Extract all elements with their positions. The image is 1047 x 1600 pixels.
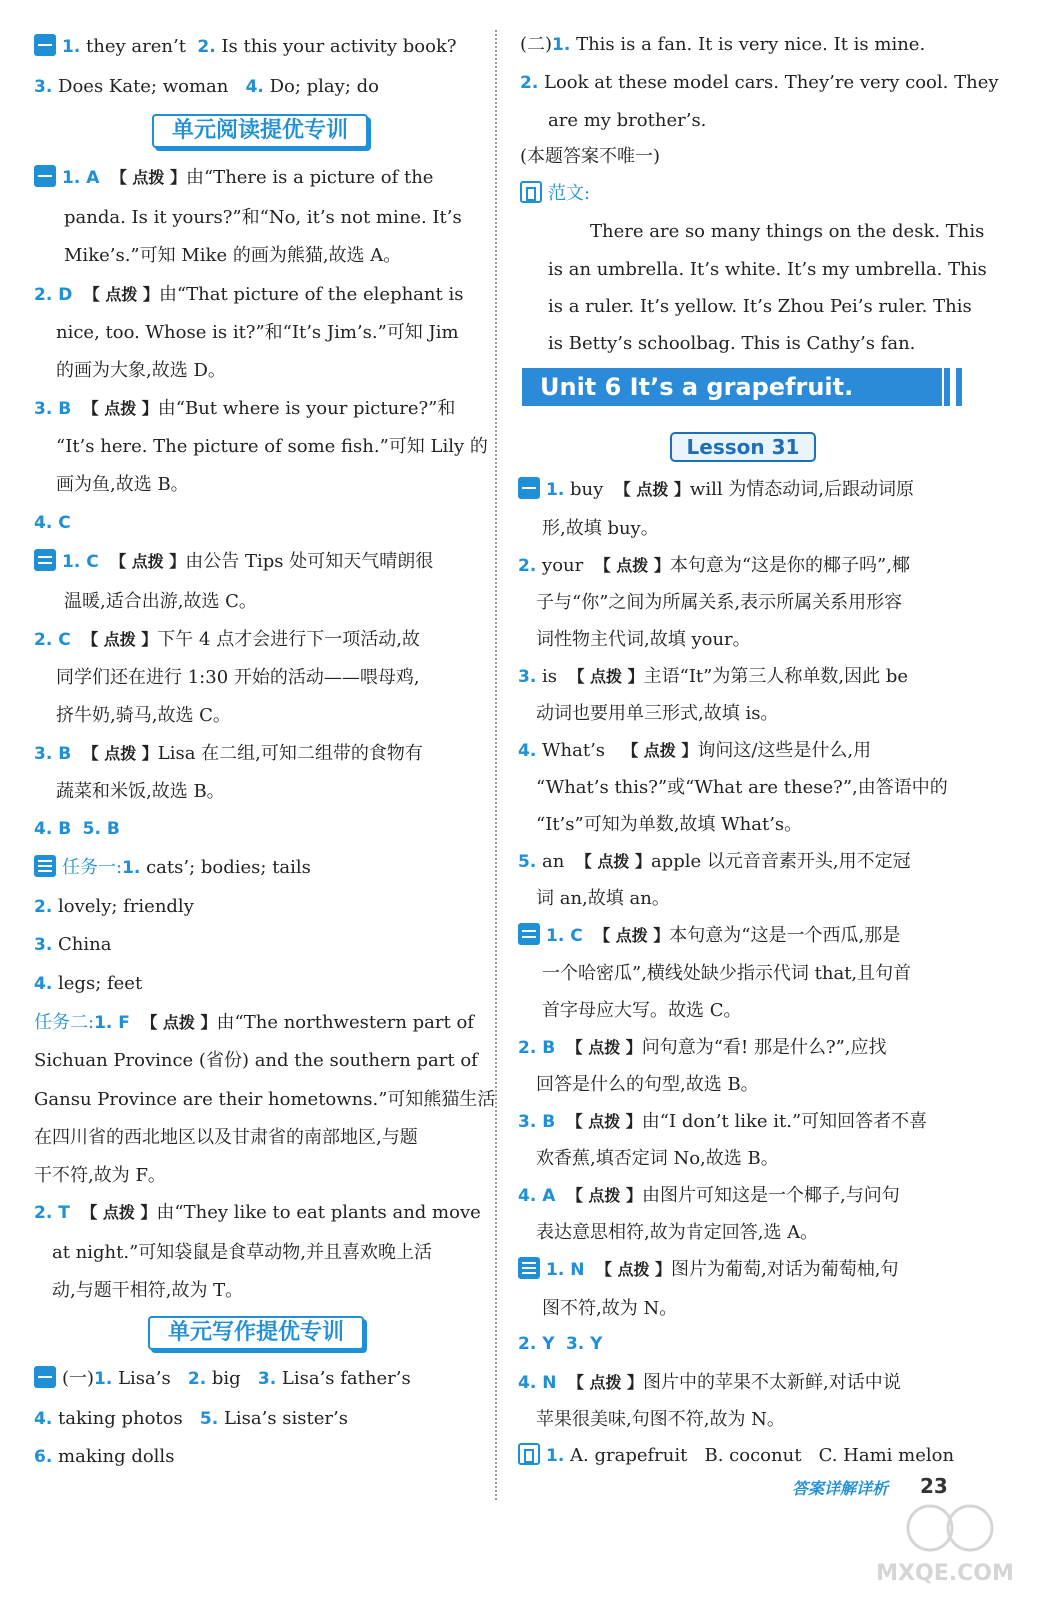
left-answer-line: 在四川省的西北地区以及甘肃省的南部地区,与题 xyxy=(34,1127,418,1148)
left-answer-line: 1. A 【 点拨 】由“There is a picture of the xyxy=(34,165,433,191)
right-answer-line: 苹果很美味,句图不符,故为 N。 xyxy=(536,1409,785,1430)
writing-training-title: 单元写作提优专训 xyxy=(167,1320,344,1345)
left-answer-line: 6. making dolls xyxy=(34,1446,175,1467)
lesson-heading xyxy=(670,432,816,462)
left-answer-line: 1. they aren’t 2. Is this your activity book? xyxy=(34,34,457,60)
right-answer-line: is Betty’s schoolbag. This is Cathy’s fan. xyxy=(548,333,916,354)
reading-training-banner xyxy=(152,114,368,148)
left-answer-line: panda. Is it yours?”和“No, it’s not mine. It’s xyxy=(64,207,462,228)
right-answer-line: 回答是什么的句型,故选 B。 xyxy=(536,1074,759,1095)
right-answer-line: is an umbrella. It’s white. It’s my umbrella. This xyxy=(548,259,987,280)
right-answer-line: 动词也要用单三形式,故填 is。 xyxy=(536,703,779,724)
left-answer-line: 4. C xyxy=(34,513,71,533)
right-answer-line: “What’s this?”或“What are these?”,由答语中的 xyxy=(536,777,948,798)
right-answer-line: 3. B 【 点拨 】由“I don’t like it.”可知回答者不喜 xyxy=(518,1111,928,1132)
left-answer-line: 3. China xyxy=(34,934,112,955)
right-answer-line: 2. B 【 点拨 】问句意为“看! 那是什么?”,应找 xyxy=(518,1037,887,1058)
left-answer-line: 3. B 【 点拨 】由“But where is your picture?”和 xyxy=(34,398,456,419)
right-answer-line: 3. is 【 点拨 】主语“It”为第三人称单数,因此 be xyxy=(518,666,908,687)
left-answer-line: 的画为大象,故选 D。 xyxy=(56,360,226,381)
right-answer-line: 2. Look at these model cars. They’re very cool. They xyxy=(520,72,999,93)
watermark-logo xyxy=(860,1500,1030,1590)
left-answer-line: 4. B 5. B xyxy=(34,819,120,839)
left-answer-line: 3. Does Kate; woman 4. Do; play; do xyxy=(34,76,379,97)
left-answer-line: 同学们还在进行 1:30 开始的活动——喂母鸡, xyxy=(56,667,420,688)
left-answer-line: 动,与题干相符,故为 T。 xyxy=(52,1280,244,1301)
right-answer-line: 2. your 【 点拨 】本句意为“这是你的椰子吗”,椰 xyxy=(518,555,910,576)
unit-bar-stripe xyxy=(956,368,962,406)
unit-bar-stripe xyxy=(944,368,950,406)
left-answer-line: 挤牛奶,骑马,故选 C。 xyxy=(56,705,231,726)
left-answer-line: 1. C 【 点拨 】由公告 Tips 处可知天气晴朗很 xyxy=(34,549,433,575)
right-answer-line: “It’s”可知为单数,故填 What’s。 xyxy=(536,814,803,835)
left-answer-line: 2. lovely; friendly xyxy=(34,896,194,917)
column-divider xyxy=(495,30,497,1500)
left-answer-line: 3. B 【 点拨 】Lisa 在二组,可知二组带的食物有 xyxy=(34,743,423,764)
watermark-text: MXQE.COM xyxy=(876,1561,1014,1586)
right-answer-line: 欢香蕉,填否定词 No,故选 B。 xyxy=(536,1148,779,1169)
right-answer-line: There are so many things on the desk. This xyxy=(590,221,985,242)
left-answer-line: Sichuan Province (省份) and the southern part of xyxy=(34,1050,478,1071)
left-answer-line: at night.”可知袋鼠是食草动物,并且喜欢晚上活 xyxy=(52,1242,433,1263)
right-answer-line: 首字母应大写。故选 C。 xyxy=(542,1000,742,1021)
right-answer-line: 5. an 【 点拨 】apple 以元音音素开头,用不定冠 xyxy=(518,851,911,872)
right-answer-line: 1. C 【 点拨 】本句意为“这是一个西瓜,那是 xyxy=(518,923,900,949)
right-answer-line: 4. A 【 点拨 】由图片可知这是一个椰子,与问句 xyxy=(518,1185,900,1206)
right-answer-line: 4. N 【 点拨 】图片中的苹果不太新鲜,对话中说 xyxy=(518,1372,901,1393)
right-answer-line: are my brother’s. xyxy=(548,110,707,131)
left-answer-line: 2. D 【 点拨 】由“That picture of the elephant is xyxy=(34,284,464,305)
page-number: 23 xyxy=(920,1474,948,1498)
right-answer-line: 形,故填 buy。 xyxy=(542,518,659,539)
right-answer-line: 词性物主代词,故填 your。 xyxy=(536,629,751,650)
right-answer-line: 1. N 【 点拨 】图片为葡萄,对话为葡萄柚,句 xyxy=(518,1257,899,1283)
right-answer-line: is a ruler. It’s yellow. It’s Zhou Pei’s ruler. This xyxy=(548,296,972,317)
right-answer-line: 一个哈密瓜”,横线处缺少指示代词 that,且句首 xyxy=(542,963,912,984)
footer-label: 答案详解详析 xyxy=(792,1479,889,1498)
right-answer-line: (二)1. This is a fan. It is very nice. It is mine. xyxy=(520,34,926,55)
right-answer-line: 图不符,故为 N。 xyxy=(542,1298,678,1319)
right-answer-line: 子与“你”之间为所属关系,表示所属关系用形容 xyxy=(536,592,903,613)
left-answer-line: 任务二:1. F 【 点拨 】由“The northwestern part of xyxy=(34,1012,474,1033)
left-answer-line: 4. legs; feet xyxy=(34,973,143,994)
lesson-title: Lesson 31 xyxy=(686,435,800,459)
left-answer-line: “It’s here. The picture of some fish.”可知 Lily 的 xyxy=(56,436,488,457)
right-answer-line: 4. What’s 【 点拨 】询问这/这些是什么,用 xyxy=(518,740,872,761)
left-answer-line: nice, too. Whose is it?”和“It’s Jim’s.”可知 Jim xyxy=(56,322,459,343)
right-answer-line: 表达意思相符,故为肯定回答,选 A。 xyxy=(536,1222,819,1243)
right-answer-line: 范文: xyxy=(520,181,590,207)
unit-title: Unit 6 It’s a grapefruit. xyxy=(540,373,854,401)
right-answer-line: 1. A. grapefruit B. coconut C. Hami melon xyxy=(518,1443,954,1469)
left-answer-line: Gansu Province are their hometowns.”可知熊猫生活 xyxy=(34,1089,496,1110)
left-answer-line: 2. C 【 点拨 】下午 4 点才会进行下一项活动,故 xyxy=(34,629,420,650)
left-answer-line: Mike’s.”可知 Mike 的画为熊猫,故选 A。 xyxy=(64,245,402,266)
right-answer-line: 1. buy 【 点拨 】will 为情态动词,后跟动词原 xyxy=(518,477,914,503)
left-answer-line: 2. T 【 点拨 】由“They like to eat plants and move xyxy=(34,1202,481,1223)
left-answer-line: 干不符,故为 F。 xyxy=(34,1165,166,1186)
unit-title-bar xyxy=(522,368,942,406)
left-answer-line: 画为鱼,故选 B。 xyxy=(56,474,189,495)
left-answer-line: 蔬菜和米饭,故选 B。 xyxy=(56,781,225,802)
left-answer-line: 4. taking photos 5. Lisa’s sister’s xyxy=(34,1408,348,1429)
left-answer-line: 温暖,适合出游,故选 C。 xyxy=(64,591,257,612)
left-answer-line: (一)1. Lisa’s 2. big 3. Lisa’s father’s xyxy=(34,1366,411,1392)
reading-training-title: 单元阅读提优专训 xyxy=(171,118,348,143)
right-answer-line: (本题答案不唯一) xyxy=(520,146,661,167)
right-answer-line: 词 an,故填 an。 xyxy=(536,888,670,909)
writing-training-banner xyxy=(148,1316,364,1350)
right-answer-line: 2. Y 3. Y xyxy=(518,1334,603,1354)
left-answer-line: 任务一:1. cats’; bodies; tails xyxy=(34,855,311,881)
